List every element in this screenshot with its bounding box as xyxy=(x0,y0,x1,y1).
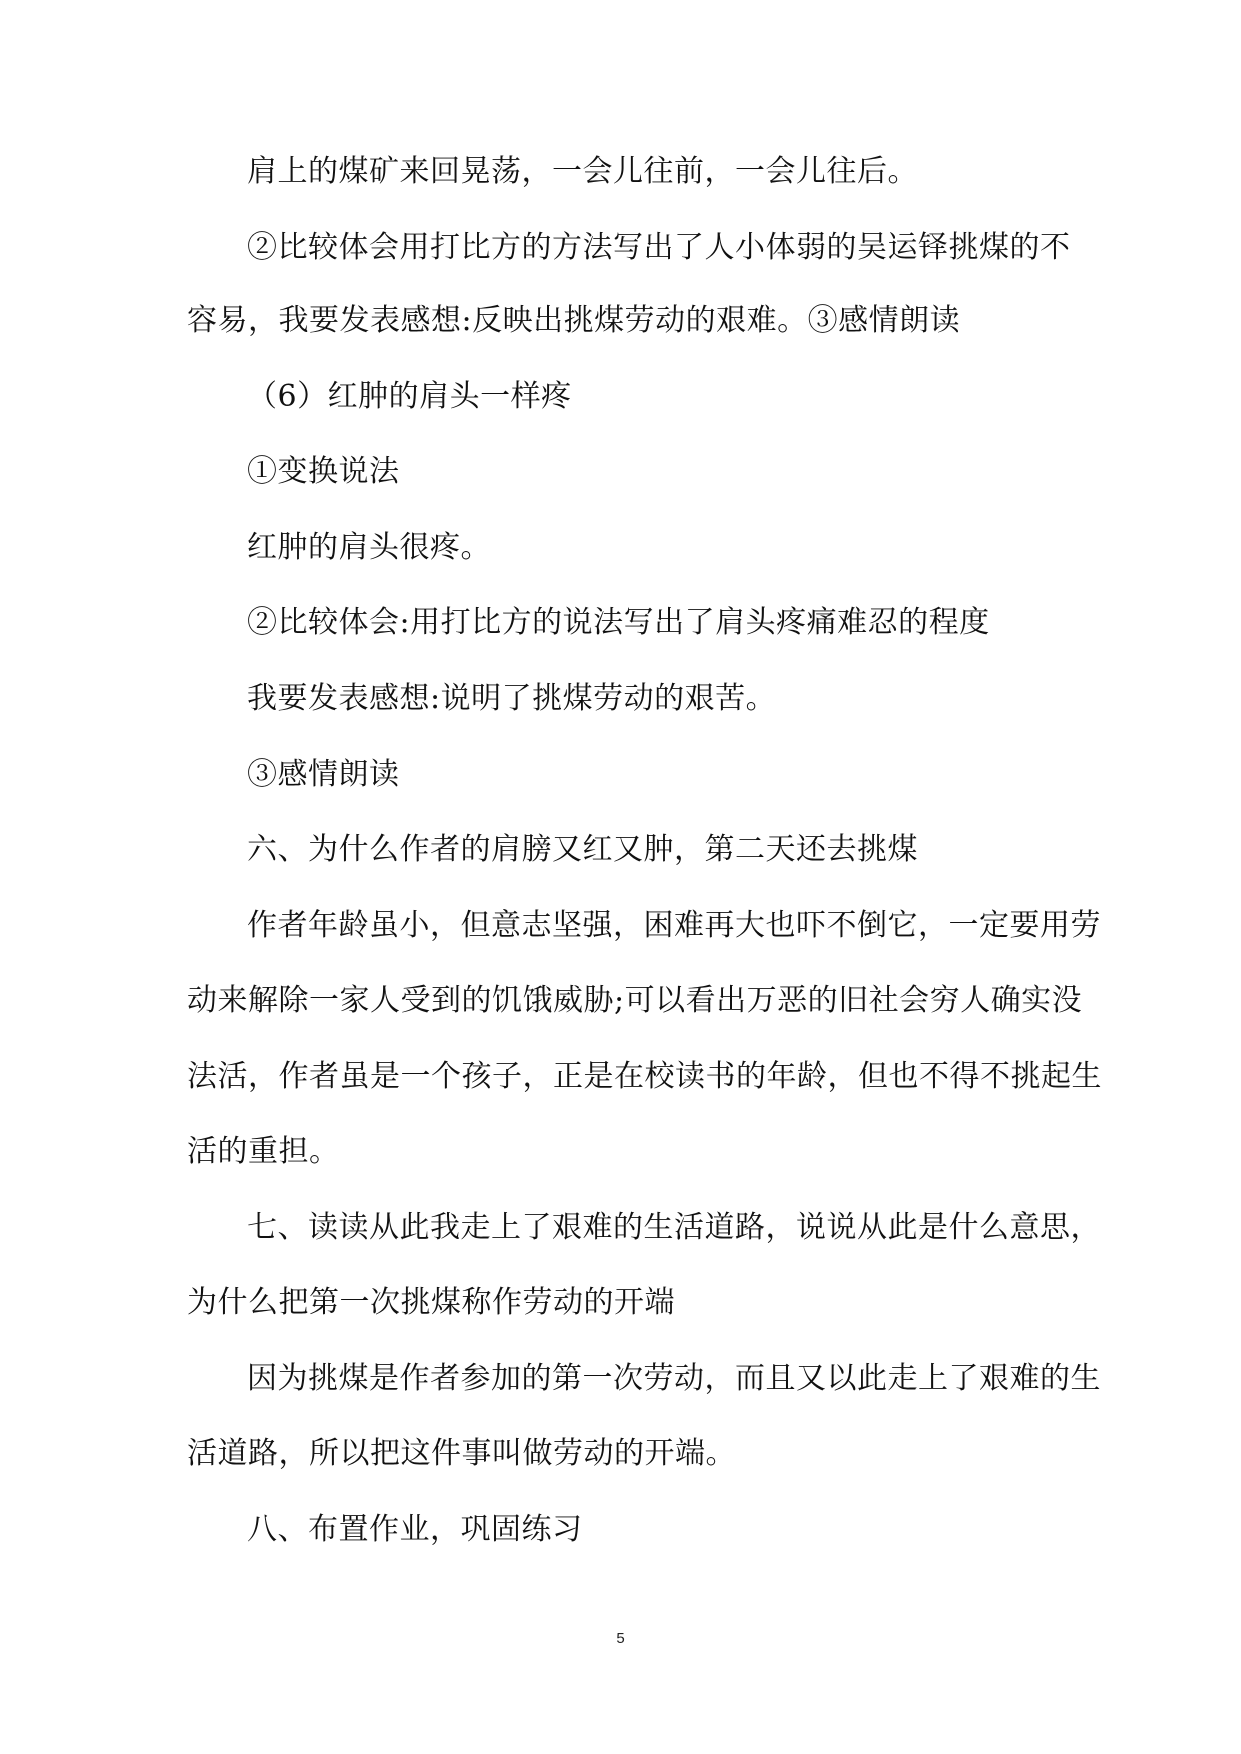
text-line: 为什么把第一次挑煤称作劳动的开端 xyxy=(187,1285,675,1320)
text-line: 作者年龄虽小，但意志坚强，困难再大也吓不倒它，一定要用劳 xyxy=(247,908,1101,943)
text-line: 活的重担。 xyxy=(187,1134,340,1169)
text-line: 容易，我要发表感想:反映出挑煤劳动的艰难。③感情朗读 xyxy=(187,303,961,338)
text-line: 我要发表感想:说明了挑煤劳动的艰苦。 xyxy=(247,681,777,716)
text-line: ②比较体会用打比方的方法写出了人小体弱的吴运铎挑煤的不 xyxy=(247,230,1071,265)
section-heading: 七、读读从此我走上了艰难的生活道路，说说从此是什么意思， xyxy=(247,1210,1101,1245)
text-line: 动来解除一家人受到的饥饿威胁;可以看出万恶的旧社会穷人确实没 xyxy=(187,983,1083,1018)
text-line: 因为挑煤是作者参加的第一次劳动，而且又以此走上了艰难的生 xyxy=(247,1361,1101,1396)
section-heading: 六、为什么作者的肩膀又红又肿，第二天还去挑煤 xyxy=(247,832,918,867)
section-heading: 八、布置作业，巩固练习 xyxy=(247,1512,583,1547)
text-line: 法活，作者虽是一个孩子，正是在校读书的年龄，但也不得不挑起生 xyxy=(187,1059,1102,1094)
text-line: 红肿的肩头很疼。 xyxy=(247,530,491,565)
text-line: ②比较体会:用打比方的说法写出了肩头疼痛难忍的程度 xyxy=(247,605,990,640)
text-line: （6）红肿的肩头一样疼 xyxy=(247,379,572,414)
page-number: 5 xyxy=(616,1630,625,1647)
text-line: 肩上的煤矿来回晃荡，一会儿往前，一会儿往后。 xyxy=(247,154,918,189)
text-line: ①变换说法 xyxy=(247,454,400,489)
text-line: ③感情朗读 xyxy=(247,757,400,792)
text-line: 活道路，所以把这件事叫做劳动的开端。 xyxy=(187,1436,736,1471)
